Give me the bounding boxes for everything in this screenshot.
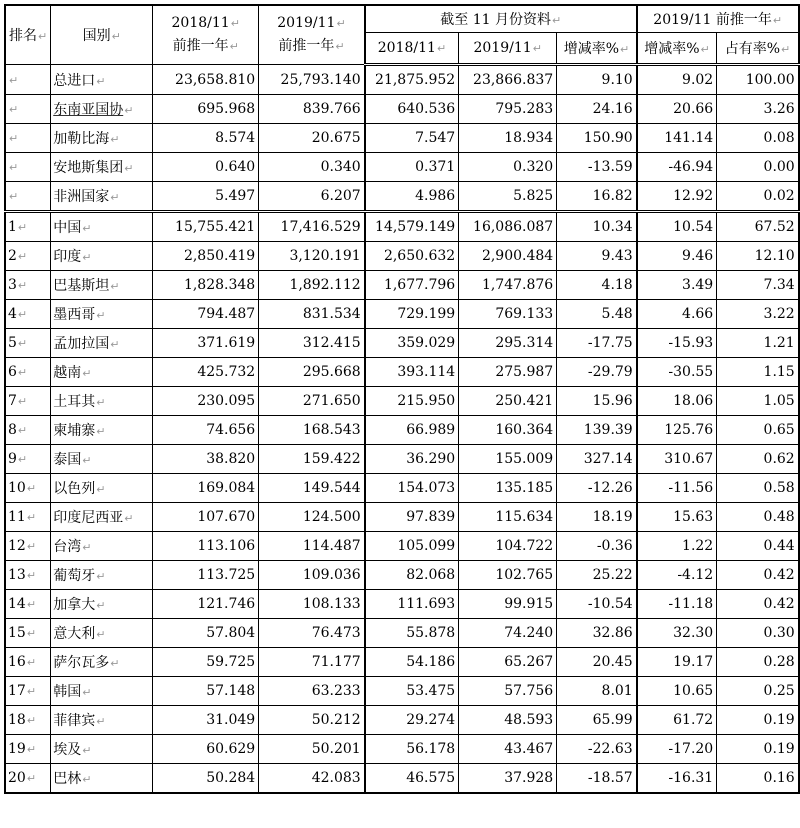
value-cum-2019: 795.283 (459, 95, 557, 124)
header-roll-rate: 增减率%↵ (637, 33, 717, 65)
value-roll-share: 0.00 (717, 153, 799, 182)
header-cum-2019: 2019/11↵ (459, 33, 557, 65)
country-name-cell: 东南亚国协↵ (51, 95, 153, 124)
country-name-cell: 菲律宾↵ (51, 706, 153, 735)
country-name-cell: 加勒比海↵ (51, 124, 153, 153)
table-row (5, 590, 799, 619)
value-cum-rate: -18.57 (557, 764, 637, 794)
value-2019-rolling: 50.212 (259, 706, 365, 735)
table-row (5, 706, 799, 735)
value-cum-2018: 4.986 (365, 182, 459, 212)
value-roll-share: 0.25 (717, 677, 799, 706)
value-cum-2018: 215.950 (365, 387, 459, 416)
value-2018-rolling: 169.084 (153, 474, 259, 503)
value-cum-2018: 0.371 (365, 153, 459, 182)
value-2019-rolling: 831.534 (259, 300, 365, 329)
value-roll-rate: -15.93 (637, 329, 717, 358)
value-roll-share: 1.15 (717, 358, 799, 387)
value-2019-rolling: 149.544 (259, 474, 365, 503)
country-name-cell: 巴基斯坦↵ (51, 271, 153, 300)
value-roll-rate: 125.76 (637, 416, 717, 445)
value-cum-2018: 393.114 (365, 358, 459, 387)
value-cum-2018: 54.186 (365, 648, 459, 677)
value-cum-2019: 65.267 (459, 648, 557, 677)
value-roll-share: 3.26 (717, 95, 799, 124)
value-2019-rolling: 71.177 (259, 648, 365, 677)
value-cum-rate: 32.86 (557, 619, 637, 648)
header-row-top (5, 5, 799, 33)
value-cum-rate: 25.22 (557, 561, 637, 590)
value-cum-rate: -17.75 (557, 329, 637, 358)
value-roll-rate: 10.54 (637, 212, 717, 242)
value-cum-rate: -12.26 (557, 474, 637, 503)
value-cum-2019: 23,866.837 (459, 65, 557, 95)
value-cum-rate: 8.01 (557, 677, 637, 706)
value-2018-rolling: 107.670 (153, 503, 259, 532)
value-2019-rolling: 124.500 (259, 503, 365, 532)
rank-cell: 6↵ (5, 358, 51, 387)
value-2019-rolling: 159.422 (259, 445, 365, 474)
value-cum-2019: 18.934 (459, 124, 557, 153)
value-cum-2018: 14,579.149 (365, 212, 459, 242)
value-roll-share: 12.10 (717, 242, 799, 271)
table-row (5, 532, 799, 561)
value-2019-rolling: 0.340 (259, 153, 365, 182)
table-row (5, 329, 799, 358)
value-roll-rate: 32.30 (637, 619, 717, 648)
value-2018-rolling: 31.049 (153, 706, 259, 735)
value-cum-2018: 46.575 (365, 764, 459, 794)
rank-cell: 20↵ (5, 764, 51, 794)
value-cum-rate: -0.36 (557, 532, 637, 561)
country-name-cell: 土耳其↵ (51, 387, 153, 416)
value-2018-rolling: 74.656 (153, 416, 259, 445)
rank-cell: 2↵ (5, 242, 51, 271)
table-row (5, 416, 799, 445)
table-row (5, 124, 799, 153)
table-row (5, 735, 799, 764)
rank-cell: 16↵ (5, 648, 51, 677)
value-cum-2019: 769.133 (459, 300, 557, 329)
rank-cell: ↵ (5, 124, 51, 153)
value-2018-rolling: 57.804 (153, 619, 259, 648)
value-2018-rolling: 57.148 (153, 677, 259, 706)
value-roll-rate: 9.46 (637, 242, 717, 271)
value-roll-rate: 1.22 (637, 532, 717, 561)
value-roll-rate: -30.55 (637, 358, 717, 387)
table-row (5, 445, 799, 474)
value-2018-rolling: 695.968 (153, 95, 259, 124)
value-cum-rate: 16.82 (557, 182, 637, 212)
table-row (5, 677, 799, 706)
value-roll-share: 0.48 (717, 503, 799, 532)
value-roll-rate: 18.06 (637, 387, 717, 416)
value-cum-2019: 250.421 (459, 387, 557, 416)
value-2019-rolling: 108.133 (259, 590, 365, 619)
header-rank: 排名↵ (5, 5, 51, 65)
value-2018-rolling: 0.640 (153, 153, 259, 182)
value-cum-2018: 359.029 (365, 329, 459, 358)
value-roll-rate: 141.14 (637, 124, 717, 153)
value-2019-rolling: 6.207 (259, 182, 365, 212)
table-row (5, 182, 799, 212)
header-cum-rate: 增减率%↵ (557, 33, 637, 65)
value-cum-2019: 5.825 (459, 182, 557, 212)
value-2018-rolling: 38.820 (153, 445, 259, 474)
value-cum-rate: 20.45 (557, 648, 637, 677)
value-cum-rate: 24.16 (557, 95, 637, 124)
value-roll-share: 0.65 (717, 416, 799, 445)
table-row (5, 561, 799, 590)
value-cum-2019: 135.185 (459, 474, 557, 503)
value-roll-rate: 3.49 (637, 271, 717, 300)
value-cum-2018: 36.290 (365, 445, 459, 474)
value-2018-rolling: 371.619 (153, 329, 259, 358)
rank-cell: 5↵ (5, 329, 51, 358)
rank-cell: 9↵ (5, 445, 51, 474)
table-row (5, 358, 799, 387)
value-2018-rolling: 425.732 (153, 358, 259, 387)
value-roll-share: 0.16 (717, 764, 799, 794)
value-roll-share: 0.42 (717, 590, 799, 619)
value-roll-rate: 12.92 (637, 182, 717, 212)
value-2018-rolling: 230.095 (153, 387, 259, 416)
country-name-cell: 非洲国家↵ (51, 182, 153, 212)
rank-cell: 7↵ (5, 387, 51, 416)
value-cum-2019: 275.987 (459, 358, 557, 387)
country-name-cell: 越南↵ (51, 358, 153, 387)
value-cum-rate: 10.34 (557, 212, 637, 242)
value-2018-rolling: 113.106 (153, 532, 259, 561)
value-cum-2019: 48.593 (459, 706, 557, 735)
value-roll-rate: -11.56 (637, 474, 717, 503)
value-cum-2018: 29.274 (365, 706, 459, 735)
value-cum-2018: 640.536 (365, 95, 459, 124)
value-2019-rolling: 17,416.529 (259, 212, 365, 242)
value-cum-rate: 4.18 (557, 271, 637, 300)
value-cum-2019: 115.634 (459, 503, 557, 532)
rank-cell: 10↵ (5, 474, 51, 503)
value-roll-share: 0.62 (717, 445, 799, 474)
value-2019-rolling: 295.668 (259, 358, 365, 387)
value-cum-2018: 105.099 (365, 532, 459, 561)
rank-cell: 1↵ (5, 212, 51, 242)
value-roll-rate: -16.31 (637, 764, 717, 794)
value-roll-rate: 4.66 (637, 300, 717, 329)
value-roll-rate: -46.94 (637, 153, 717, 182)
value-2018-rolling: 23,658.810 (153, 65, 259, 95)
header-2019-rolling: 2019/11↵ 前推一年↵ (259, 5, 365, 65)
value-cum-2019: 99.915 (459, 590, 557, 619)
country-name-cell: 萨尔瓦多↵ (51, 648, 153, 677)
country-name-cell: 墨西哥↵ (51, 300, 153, 329)
table-row (5, 65, 799, 95)
value-roll-rate: 15.63 (637, 503, 717, 532)
value-2019-rolling: 109.036 (259, 561, 365, 590)
value-2019-rolling: 1,892.112 (259, 271, 365, 300)
country-name-cell: 安地斯集团↵ (51, 153, 153, 182)
country-name-cell: 总进口↵ (51, 65, 153, 95)
value-2018-rolling: 5.497 (153, 182, 259, 212)
value-2018-rolling: 59.725 (153, 648, 259, 677)
value-roll-rate: 10.65 (637, 677, 717, 706)
rank-cell: 18↵ (5, 706, 51, 735)
value-2019-rolling: 20.675 (259, 124, 365, 153)
value-cum-2018: 55.878 (365, 619, 459, 648)
value-cum-2019: 295.314 (459, 329, 557, 358)
value-cum-rate: 65.99 (557, 706, 637, 735)
value-2019-rolling: 312.415 (259, 329, 365, 358)
value-cum-rate: 9.43 (557, 242, 637, 271)
value-2018-rolling: 113.725 (153, 561, 259, 590)
country-name-cell: 葡萄牙↵ (51, 561, 153, 590)
value-cum-2019: 104.722 (459, 532, 557, 561)
value-roll-share: 0.28 (717, 648, 799, 677)
rank-cell: ↵ (5, 95, 51, 124)
country-name-cell: 以色列↵ (51, 474, 153, 503)
value-cum-2018: 2,650.632 (365, 242, 459, 271)
import-statistics-table (4, 4, 800, 794)
table-row (5, 271, 799, 300)
value-2019-rolling: 42.083 (259, 764, 365, 794)
value-2019-rolling: 25,793.140 (259, 65, 365, 95)
value-cum-2019: 0.320 (459, 153, 557, 182)
country-name-cell: 韩国↵ (51, 677, 153, 706)
header-cumulative-group: 截至 11 月份资料↵ (365, 5, 637, 33)
country-name-cell: 台湾↵ (51, 532, 153, 561)
country-name-cell: 柬埔寨↵ (51, 416, 153, 445)
value-cum-2018: 154.073 (365, 474, 459, 503)
value-cum-rate: -29.79 (557, 358, 637, 387)
country-name-cell: 泰国↵ (51, 445, 153, 474)
value-roll-share: 0.19 (717, 706, 799, 735)
rank-cell: ↵ (5, 182, 51, 212)
country-name-cell: 中国↵ (51, 212, 153, 242)
rank-cell: ↵ (5, 65, 51, 95)
header-rolling-group: 2019/11 前推一年↵ (637, 5, 799, 33)
table-row (5, 300, 799, 329)
table-row (5, 212, 799, 242)
value-cum-2018: 82.068 (365, 561, 459, 590)
value-2019-rolling: 839.766 (259, 95, 365, 124)
country-name-cell: 巴林↵ (51, 764, 153, 794)
value-cum-2018: 66.989 (365, 416, 459, 445)
value-cum-rate: 150.90 (557, 124, 637, 153)
value-2018-rolling: 8.574 (153, 124, 259, 153)
value-roll-share: 0.30 (717, 619, 799, 648)
value-roll-rate: 9.02 (637, 65, 717, 95)
value-roll-share: 0.44 (717, 532, 799, 561)
country-name-cell: 加拿大↵ (51, 590, 153, 619)
value-cum-rate: 5.48 (557, 300, 637, 329)
value-roll-rate: -17.20 (637, 735, 717, 764)
rank-cell: 14↵ (5, 590, 51, 619)
value-2018-rolling: 794.487 (153, 300, 259, 329)
value-cum-2018: 111.693 (365, 590, 459, 619)
value-cum-2019: 37.928 (459, 764, 557, 794)
value-cum-rate: 18.19 (557, 503, 637, 532)
value-cum-2019: 160.364 (459, 416, 557, 445)
value-cum-rate: -22.63 (557, 735, 637, 764)
table-row (5, 503, 799, 532)
rank-cell: ↵ (5, 153, 51, 182)
table-row (5, 619, 799, 648)
value-roll-share: 0.19 (717, 735, 799, 764)
value-roll-share: 1.05 (717, 387, 799, 416)
value-cum-2019: 74.240 (459, 619, 557, 648)
value-2018-rolling: 121.746 (153, 590, 259, 619)
rank-cell: 12↵ (5, 532, 51, 561)
value-2018-rolling: 15,755.421 (153, 212, 259, 242)
value-roll-rate: 61.72 (637, 706, 717, 735)
value-roll-share: 1.21 (717, 329, 799, 358)
value-cum-2019: 57.756 (459, 677, 557, 706)
value-cum-2018: 21,875.952 (365, 65, 459, 95)
value-2019-rolling: 271.650 (259, 387, 365, 416)
table-row (5, 242, 799, 271)
header-2018-rolling: 2018/11↵ 前推一年↵ (153, 5, 259, 65)
value-cum-2018: 729.199 (365, 300, 459, 329)
value-roll-share: 0.02 (717, 182, 799, 212)
value-2019-rolling: 76.473 (259, 619, 365, 648)
value-roll-rate: 310.67 (637, 445, 717, 474)
country-name-cell: 孟加拉国↵ (51, 329, 153, 358)
rank-cell: 11↵ (5, 503, 51, 532)
table-row (5, 387, 799, 416)
table-row (5, 474, 799, 503)
table-row (5, 95, 799, 124)
rank-cell: 8↵ (5, 416, 51, 445)
value-roll-share: 0.42 (717, 561, 799, 590)
value-cum-2018: 97.839 (365, 503, 459, 532)
country-name-cell: 意大利↵ (51, 619, 153, 648)
country-name-cell: 埃及↵ (51, 735, 153, 764)
table-row (5, 153, 799, 182)
country-name-cell: 印度尼西亚↵ (51, 503, 153, 532)
value-cum-rate: 139.39 (557, 416, 637, 445)
value-cum-2018: 7.547 (365, 124, 459, 153)
value-cum-rate: -13.59 (557, 153, 637, 182)
value-cum-rate: 327.14 (557, 445, 637, 474)
header-country: 国别↵ (51, 5, 153, 65)
header-roll-share: 占有率%↵ (717, 33, 799, 65)
rank-cell: 15↵ (5, 619, 51, 648)
country-name-cell: 印度↵ (51, 242, 153, 271)
value-2018-rolling: 2,850.419 (153, 242, 259, 271)
value-roll-share: 67.52 (717, 212, 799, 242)
value-2019-rolling: 114.487 (259, 532, 365, 561)
value-cum-2019: 43.467 (459, 735, 557, 764)
value-2019-rolling: 3,120.191 (259, 242, 365, 271)
value-2018-rolling: 50.284 (153, 764, 259, 794)
value-roll-share: 7.34 (717, 271, 799, 300)
value-cum-2019: 1,747.876 (459, 271, 557, 300)
value-roll-share: 0.08 (717, 124, 799, 153)
value-cum-2018: 1,677.796 (365, 271, 459, 300)
value-2018-rolling: 60.629 (153, 735, 259, 764)
value-roll-rate: 19.17 (637, 648, 717, 677)
value-2019-rolling: 63.233 (259, 677, 365, 706)
value-roll-share: 3.22 (717, 300, 799, 329)
rank-cell: 17↵ (5, 677, 51, 706)
table-row (5, 648, 799, 677)
value-cum-2019: 102.765 (459, 561, 557, 590)
value-cum-2019: 2,900.484 (459, 242, 557, 271)
value-cum-2019: 155.009 (459, 445, 557, 474)
rank-cell: 4↵ (5, 300, 51, 329)
table-row (5, 764, 799, 794)
value-roll-rate: -4.12 (637, 561, 717, 590)
value-2019-rolling: 50.201 (259, 735, 365, 764)
value-cum-2018: 56.178 (365, 735, 459, 764)
value-roll-share: 100.00 (717, 65, 799, 95)
header-cum-2018: 2018/11↵ (365, 33, 459, 65)
value-cum-rate: 9.10 (557, 65, 637, 95)
value-cum-2019: 16,086.087 (459, 212, 557, 242)
rank-cell: 19↵ (5, 735, 51, 764)
value-2018-rolling: 1,828.348 (153, 271, 259, 300)
rank-cell: 3↵ (5, 271, 51, 300)
value-cum-2018: 53.475 (365, 677, 459, 706)
value-roll-rate: -11.18 (637, 590, 717, 619)
rank-cell: 13↵ (5, 561, 51, 590)
value-roll-rate: 20.66 (637, 95, 717, 124)
value-2019-rolling: 168.543 (259, 416, 365, 445)
value-cum-rate: -10.54 (557, 590, 637, 619)
value-roll-share: 0.58 (717, 474, 799, 503)
value-cum-rate: 15.96 (557, 387, 637, 416)
